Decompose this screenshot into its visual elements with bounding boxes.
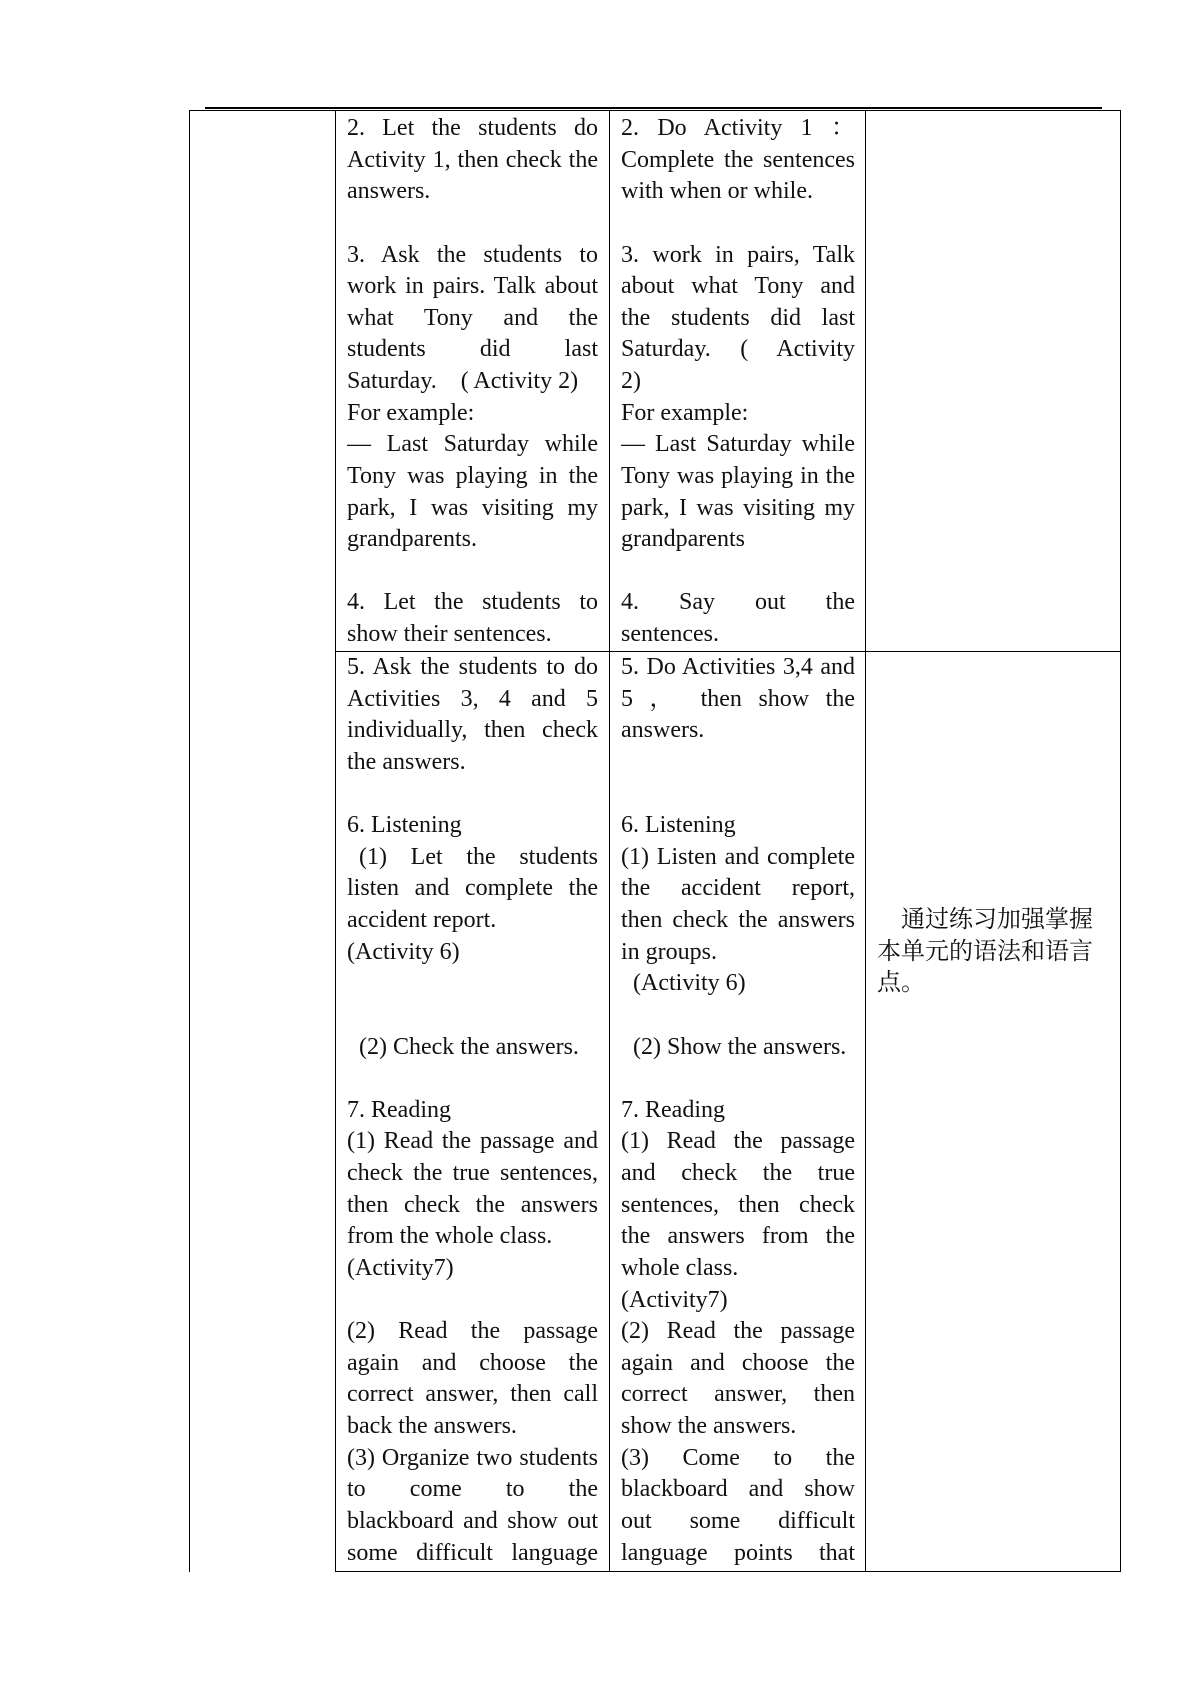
text-line [621,1000,855,1032]
text-line: show their sentences. [347,621,552,647]
table-cell [609,110,865,651]
text-line: (Activity7) [621,1286,728,1313]
text-line: out some difficult [621,1507,855,1534]
text-line: (2) Show the answers. [621,1033,847,1060]
text-line: 6. Listening [621,812,736,839]
text-line: 5. Ask the students to do [347,654,598,680]
text-line: language points that [621,1539,855,1566]
text-line: 通过练习加强掌握 [877,907,1093,933]
text-line: 2) [621,368,641,394]
text-line: — Last Saturday while [347,431,598,458]
text-line [621,747,855,779]
text-line: Saturday. ( Activity 2) [347,368,579,394]
text-line: 5. Do Activities 3,4 and [621,654,855,680]
text-line: then check the answers [347,1191,598,1218]
text-line [621,1063,855,1095]
text-line: 6. Listening [347,812,462,839]
text-line: (Activity 6) [347,938,460,965]
text-line: students did last [347,336,598,363]
text-line: blackboard and show [621,1476,855,1503]
text-line [347,968,598,1000]
text-line: whole class. [621,1254,739,1281]
table-cell [335,110,609,651]
text-line: and check the true [621,1160,855,1186]
text-line: (3) Come to the [621,1444,855,1471]
text-line: show the answers. [621,1413,797,1439]
text-line: (Activity 6) [621,970,746,997]
text-line: (Activity7) [347,1254,454,1281]
text-line: (1) Read the passage [621,1128,855,1155]
text-line: 2. Do Activity 1 ： [621,115,855,141]
text-line: Activities 3, 4 and 5 [347,685,598,712]
text-line: 4. Say out the [621,589,855,616]
text-line: park, I was visiting my [347,494,598,521]
text-line: — Last Saturday while [621,431,855,458]
text-line: then check the answers [621,907,855,933]
text-line [621,556,855,588]
table-cell [865,651,1120,1571]
text-line: (2) Read the passage [347,1318,598,1345]
header-rule [205,107,1102,109]
text-line: 7. Reading [347,1096,451,1123]
text-line: (2) Check the answers. [347,1033,579,1060]
table-cell [335,651,609,1571]
table-cell-empty [865,110,1120,651]
text-line: park, I was visiting my [621,494,855,521]
text-line: sentences. [621,621,719,647]
text-line: Activity 1, then check the [347,146,598,173]
text-line: answers. [347,178,431,205]
text-line: again and choose the [347,1349,598,1376]
text-line [347,1063,598,1095]
text-line: Tony was playing in the [347,462,598,489]
text-line: 3. Ask the students to [347,241,598,268]
text-line: 5 ， then show the [621,685,855,712]
text-line: 4. Let the students to [347,589,598,616]
text-line: For example: [621,399,749,426]
text-line: (2) Read the passage [621,1318,855,1345]
text-line [347,556,598,588]
text-line [347,208,598,240]
text-line: sentences, then check [621,1191,855,1218]
table-cell [609,651,865,1571]
text-line: blackboard and show out [347,1507,598,1534]
text-line: (1) Read the passage and [347,1128,598,1155]
text-line: answers. [621,717,705,744]
text-line: correct answer, then [621,1381,855,1408]
text-line [347,779,598,811]
text-line: Complete the sentences [621,146,855,173]
text-line: individually, then check [347,717,598,744]
text-line: listen and complete the [347,875,598,902]
text-line: grandparents. [347,526,477,553]
table-column-divider [1120,110,1121,1572]
text-line: (1) Listen and complete [621,843,855,870]
table-border-bottom [335,1571,1121,1572]
table-cell-empty [189,110,335,1571]
text-line: Tony was playing in the [621,462,855,489]
text-line: back the answers. [347,1413,517,1439]
text-line: 本单元的语法和语言 [877,938,1093,965]
text-line: again and choose the [621,1349,855,1376]
text-line: the answers. [347,748,466,775]
text-line: what Tony and the [347,304,598,331]
text-line: about what Tony and [621,273,855,300]
text-line: For example: [347,399,475,426]
text-line: 2. Let the students do [347,115,598,141]
text-line: with when or while. [621,178,813,205]
text-line: check the true sentences, [347,1160,598,1186]
text-line [347,1285,598,1317]
text-line: (3) Organize two students [347,1444,598,1471]
text-line: Saturday. ( Activity [621,336,855,363]
text-line: (1) Let the students [359,843,598,870]
text-line: accident report. [347,907,497,933]
text-line: from the whole class. [347,1223,553,1250]
text-line: the accident report, [621,875,855,902]
text-line: the students did last [621,304,855,331]
text-line: to come to the [347,1476,598,1503]
text-line: 3. work in pairs, Talk [621,241,855,268]
text-line: 点。 [877,970,925,997]
text-line [621,779,855,811]
text-line: in groups. [621,938,717,965]
text-line: 7. Reading [621,1096,725,1123]
text-line [347,1000,598,1032]
text-line: grandparents [621,526,745,553]
text-line: the answers from the [621,1223,855,1250]
text-line: correct answer, then call [347,1381,598,1408]
text-line: some difficult language [347,1539,598,1566]
text-line: work in pairs. Talk about [347,273,598,300]
text-line [621,208,855,240]
